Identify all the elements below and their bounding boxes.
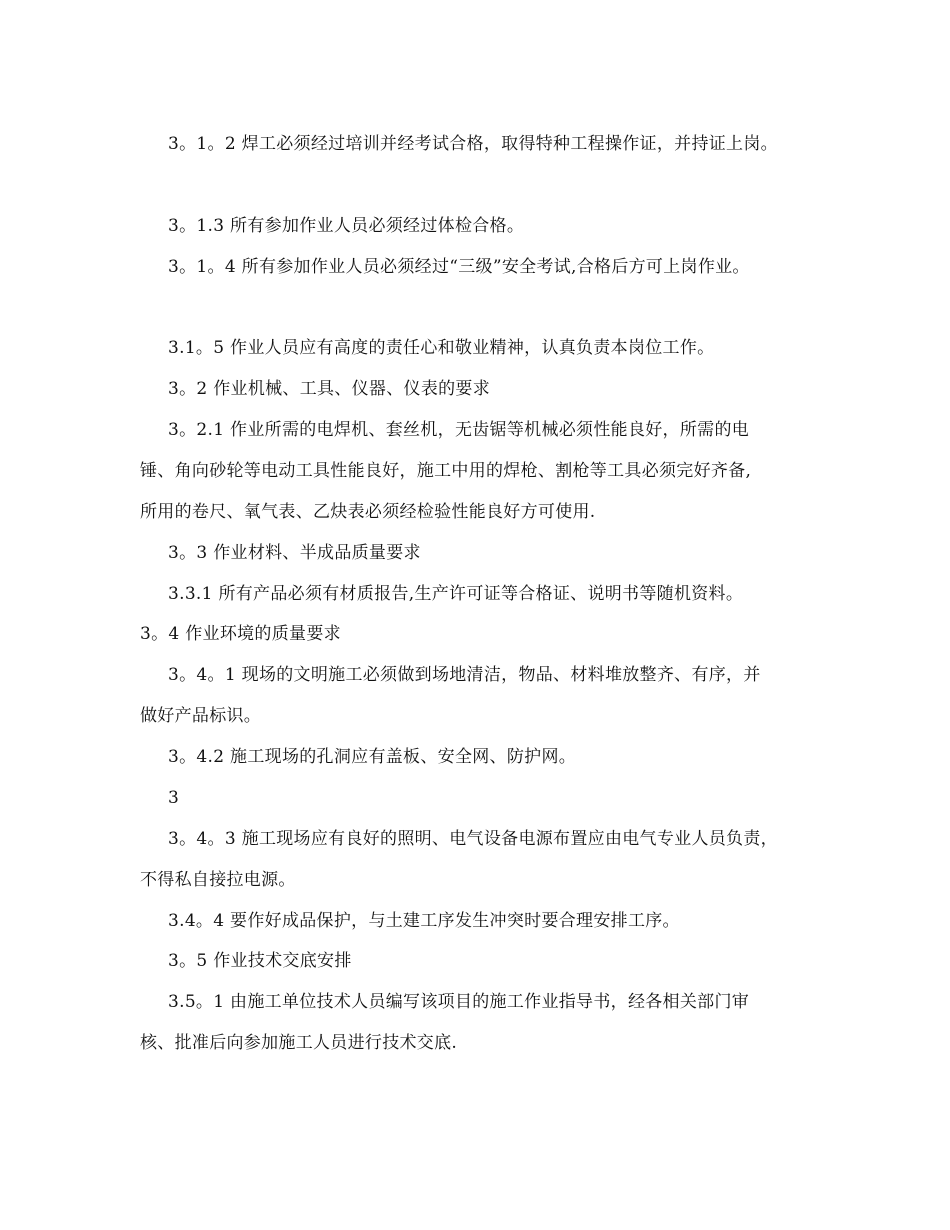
paragraph-3-5-1-line-2: 核、批准后向参加施工人员进行技术交底.: [140, 1033, 458, 1053]
section-heading-3-4: 3。4 作业环境的质量要求: [140, 624, 341, 644]
paragraph-3-5-1-line-1: 3.5。1 由施工单位技术人员编写该项目的施工作业指导书，经各相关部门审: [168, 992, 750, 1012]
paragraph-3-4-4: 3.4。4 要作好成品保护，与土建工序发生冲突时要合理安排工序。: [168, 911, 680, 931]
paragraph-3-2-1-line-3: 所用的卷尺、氧气表、乙炔表必须经检验性能良好方可使用.: [140, 502, 596, 522]
section-heading-3-5: 3。5 作业技术交底安排: [168, 951, 352, 971]
paragraph-3-1-5: 3.1。5 作业人员应有高度的责任心和敬业精神，认真负责本岗位工作。: [168, 338, 715, 358]
paragraph-3-4-3-line-2: 不得私自接拉电源。: [140, 870, 296, 890]
paragraph-3-2-1-line-2: 锤、角向砂轮等电动工具性能良好，施工中用的焊枪、割枪等工具必须完好齐备,: [140, 461, 752, 481]
paragraph-3-1-3: 3。1.3 所有参加作业人员必须经过体检合格。: [168, 216, 525, 236]
paragraph-3-4-1-line-1: 3。4。1 现场的文明施工必须做到场地清洁，物品、材料堆放整齐、有序，并: [168, 665, 761, 685]
paragraph-3-3-1: 3.3.1 所有产品必须有材质报告,生产许可证等合格证、说明书等随机资料。: [168, 584, 744, 604]
section-heading-3-3: 3。3 作业材料、半成品质量要求: [168, 543, 421, 563]
page-number: 3: [168, 788, 180, 808]
paragraph-3-2-1-line-1: 3。2.1 作业所需的电焊机、套丝机，无齿锯等机械必须性能良好，所需的电: [168, 420, 750, 440]
paragraph-3-4-3-line-1: 3。4。3 施工现场应有良好的照明、电气设备电源布置应由电气专业人员负责，: [168, 829, 778, 849]
paragraph-3-1-4: 3。1。4 所有参加作业人员必须经过“三级”安全考试,合格后方可上岗作业。: [168, 257, 750, 277]
paragraph-3-4-1-line-2: 做好产品标识。: [140, 706, 262, 726]
section-heading-3-2: 3。2 作业机械、工具、仪器、仪表的要求: [168, 379, 491, 399]
paragraph-3-1-2: 3。1。2 焊工必须经过培训并经考试合格，取得特种工程操作证，并持证上岗。: [168, 134, 778, 154]
paragraph-3-4-2: 3。4.2 施工现场的孔洞应有盖板、安全网、防护网。: [168, 747, 577, 767]
